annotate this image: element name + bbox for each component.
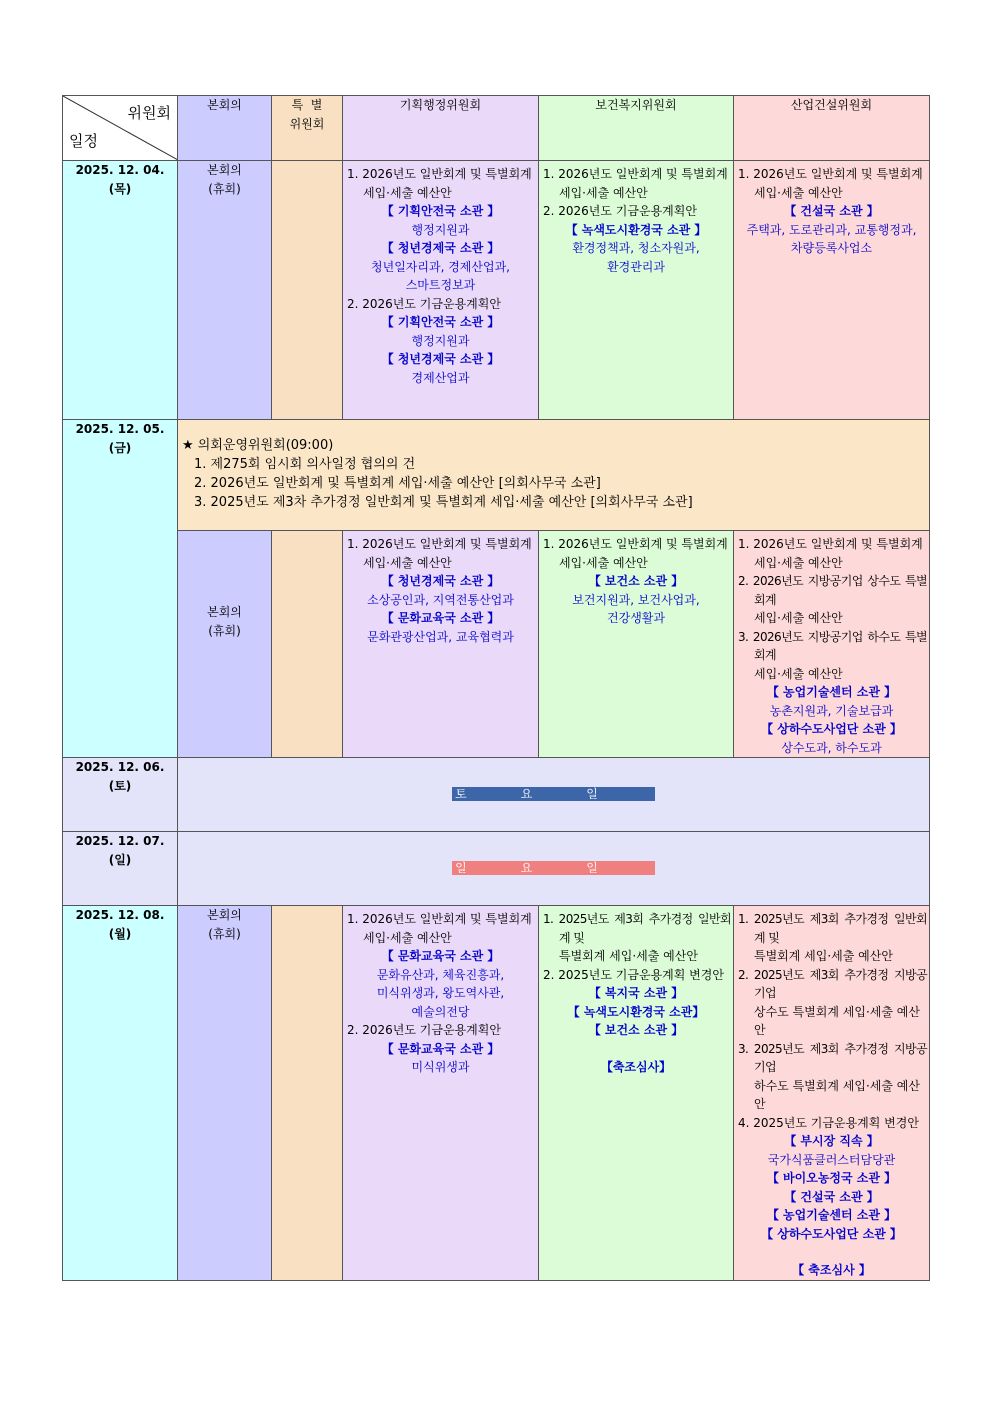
bureau-label: 【 농업기술센터 소관 】 xyxy=(766,685,897,699)
dept-list: 환경관리과 xyxy=(607,259,665,274)
agenda-item: 1. 2025년도 제3회 추가경정 일반회계 및 xyxy=(738,912,927,945)
weekday-text: (토) xyxy=(108,778,132,793)
agenda-item: 3. 2026년도 지방공기업 하수도 특별회계 xyxy=(738,629,927,662)
agenda-item: 1. 2026년도 일반회계 및 특별회계 xyxy=(347,912,532,926)
steering-committee-notice xyxy=(178,420,930,531)
committee-axis-label: 위원회 xyxy=(127,104,171,122)
dept-list: 보건지원과, 보건사업과, xyxy=(572,592,700,607)
planning-admin-cell xyxy=(343,906,539,1281)
bureau-label: 【 보건소 소관 】 xyxy=(588,574,684,588)
bureau-label: 【 기획안전국 소관 】 xyxy=(381,204,500,218)
date-axis-label: 일정 xyxy=(69,131,98,150)
dept-list: 청년일자리과, 경제산업과, xyxy=(371,259,510,274)
agenda-item-cont: 세입·세출 예산안 xyxy=(363,930,452,945)
date-cell xyxy=(63,161,178,420)
agenda-item: 1. 2025년도 제3회 추가경정 일반회계 및 xyxy=(543,912,731,945)
plenary-cell xyxy=(178,906,272,1281)
bureau-label: 【 기획안전국 소관 】 xyxy=(381,315,500,329)
agenda-item: 2. 2026년도 지방공기업 상수도 특별회계 xyxy=(738,574,927,607)
special-committee-cell xyxy=(272,161,343,420)
industry-construction-cell xyxy=(734,531,930,758)
bureau-label: 【 복지국 소관 】 xyxy=(588,986,684,1000)
dept-list: 환경정책과, 청소자원과, xyxy=(572,241,700,255)
agenda-item-cont: 세입·세출 예산안 xyxy=(363,555,452,570)
industry-construction-committee-header: 산업건설위원회 xyxy=(734,96,930,161)
agenda-item: 1. 2026년도 일반회계 및 특별회계 xyxy=(543,167,728,181)
dept-list: 농촌지원과, 기술보급과 xyxy=(769,703,894,718)
date-text: 2025. 12. 07. xyxy=(75,834,165,848)
agenda-item: 2. 2026년도 기금운용계획안 xyxy=(347,1023,501,1037)
agenda-item: 1. 2026년도 일반회계 및 특별회계 xyxy=(738,537,923,551)
agenda-item: 4. 2025년도 기금운용계획 변경안 xyxy=(738,1115,919,1130)
health-welfare-committee-header: 보건복지위원회 xyxy=(539,96,734,161)
plenary-status: (휴회) xyxy=(208,181,241,196)
plenary-header: 본회의 xyxy=(178,96,272,161)
bureau-label: 【 청년경제국 소관 】 xyxy=(381,352,500,366)
bureau-label: 【 건설국 소관 】 xyxy=(784,204,879,218)
saturday-label: 토요일 xyxy=(452,787,655,801)
row-2025-12-05 xyxy=(63,531,930,758)
corner-header-cell xyxy=(63,96,178,161)
bureau-label: 【 건설국 소관 】 xyxy=(784,1189,879,1204)
row-2025-12-06 xyxy=(63,758,930,832)
planning-admin-cell xyxy=(343,161,539,420)
bureau-label: 【 상하수도사업단 소관 】 xyxy=(761,722,902,736)
special-committee-cell xyxy=(272,531,343,758)
date-text: 2025. 12. 08. xyxy=(75,908,165,922)
agenda-item: 1. 2026년도 일반회계 및 특별회계 xyxy=(347,167,532,181)
article-review-label: 【 축조심사 】 xyxy=(792,1263,871,1277)
date-text: 2025. 12. 06. xyxy=(75,760,165,774)
agenda-item-cont: 상수도 특별회계 세입·세출 예산안 xyxy=(754,1004,920,1037)
agenda-item-cont: 세입·세출 예산안 xyxy=(559,555,648,570)
dept-list: 차량등록사업소 xyxy=(790,241,873,255)
sunday-label: 일요일 xyxy=(452,861,655,875)
dept-list: 소상공인과, 지역전통산업과 xyxy=(367,592,514,607)
weekday-text: (월) xyxy=(108,926,132,941)
health-welfare-cell xyxy=(539,531,734,758)
dept-list: 미식위생과 xyxy=(411,1060,470,1074)
bureau-label: 【 문화교육국 소관 】 xyxy=(381,949,500,963)
date-cell xyxy=(63,420,178,758)
agenda-item: 1. 2026년도 일반회계 및 특별회계 xyxy=(543,537,728,551)
row-2025-12-07 xyxy=(63,832,930,906)
plenary-status: (휴회) xyxy=(208,623,241,638)
industry-construction-cell xyxy=(734,906,930,1281)
weekday-text: (일) xyxy=(108,852,132,867)
agenda-item-cont: 세입·세출 예산안 xyxy=(754,611,843,625)
agenda-item: 2. 2026년도 기금운용계획안 xyxy=(543,204,697,218)
notice-title: ★ 의회운영위원회(09:00) xyxy=(182,438,334,453)
special-header-line2: 위원회 xyxy=(289,116,325,131)
date-cell xyxy=(63,832,178,906)
date-cell xyxy=(63,758,178,832)
schedule-table xyxy=(62,95,930,1281)
row-2025-12-04 xyxy=(63,161,930,420)
health-welfare-cell xyxy=(539,161,734,420)
notice-item: 2. 2026년도 일반회계 및 특별회계 세입·세출 예산안 [의회사무국 소관] xyxy=(194,476,601,491)
dept-list: 미식위생과, 왕도역사관, xyxy=(376,986,505,1000)
planning-admin-cell xyxy=(343,531,539,758)
plenary-cell xyxy=(178,531,272,758)
agenda-item-cont: 세입·세출 예산안 xyxy=(754,666,843,681)
planning-admin-committee-header: 기획행정위원회 xyxy=(343,96,539,161)
bureau-label: 【 녹색도시환경국 소관】 xyxy=(567,1004,705,1019)
special-committee-cell xyxy=(272,906,343,1281)
dept-list: 행정지원과 xyxy=(411,222,470,237)
row-2025-12-08 xyxy=(63,906,930,1281)
industry-construction-cell xyxy=(734,161,930,420)
agenda-item-cont: 세입·세출 예산안 xyxy=(363,185,452,200)
agenda-item: 2. 2025년도 기금운용계획 변경안 xyxy=(543,967,724,982)
agenda-item-cont: 세입·세출 예산안 xyxy=(754,185,843,200)
dept-list: 상수도과, 하수도과 xyxy=(781,740,882,755)
agenda-item-cont: 특별회계 세입·세출 예산안 xyxy=(559,949,698,963)
agenda-item: 3. 2025년도 제3회 추가경정 지방공기업 xyxy=(738,1041,927,1074)
date-text: 2025. 12. 05. xyxy=(75,422,165,436)
bureau-label: 【 청년경제국 소관 】 xyxy=(381,241,500,255)
bureau-label: 【 문화교육국 소관 】 xyxy=(381,1041,500,1056)
special-header-line1: 특 별 xyxy=(291,98,323,112)
special-committee-header xyxy=(272,96,343,161)
sunday-cell xyxy=(178,832,930,906)
notice-item: 1. 제275회 임시회 의사일정 협의의 건 xyxy=(194,457,416,472)
dept-list: 문화관광산업과, 교육협력과 xyxy=(367,629,514,644)
plenary-status: (휴회) xyxy=(208,926,241,941)
bureau-label: 【 농업기술센터 소관 】 xyxy=(766,1208,897,1222)
dept-list: 예술의전당 xyxy=(411,1004,470,1019)
dept-list: 주택과, 도로관리과, 교통행정과, xyxy=(746,222,917,237)
dept-list: 행정지원과 xyxy=(411,333,470,348)
header-row xyxy=(63,96,930,161)
agenda-item: 1. 2026년도 일반회계 및 특별회계 xyxy=(347,537,532,551)
dept-list: 국가식품클러스터담당관 xyxy=(767,1152,896,1167)
row-2025-12-05-notice xyxy=(63,420,930,531)
article-review-label: 【축조심사】 xyxy=(600,1059,672,1074)
plenary-label: 본회의 xyxy=(207,163,242,177)
dept-list: 문화유산과, 체육진흥과, xyxy=(376,967,505,982)
agenda-item: 2. 2026년도 기금운용계획안 xyxy=(347,296,501,311)
bureau-label: 【 보건소 소관 】 xyxy=(588,1023,684,1037)
notice-item: 3. 2025년도 제3차 추가경정 일반회계 및 특별회계 세입·세출 예산안 [의회사무국 소관] xyxy=(194,495,693,510)
dept-list: 건강생활과 xyxy=(607,611,665,625)
weekday-text: (금) xyxy=(108,440,132,455)
dept-list: 스마트정보과 xyxy=(405,278,476,292)
date-cell xyxy=(63,906,178,1281)
bureau-label: 【 청년경제국 소관 】 xyxy=(381,574,500,588)
agenda-item-cont: 하수도 특별회계 세입·세출 예산안 xyxy=(754,1078,920,1111)
agenda-item-cont: 특별회계 세입·세출 예산안 xyxy=(754,949,893,963)
bureau-label: 【 상하수도사업단 소관 】 xyxy=(761,1226,902,1241)
agenda-item-cont: 세입·세출 예산안 xyxy=(754,555,843,570)
date-text: 2025. 12. 04. xyxy=(75,163,165,177)
health-welfare-cell xyxy=(539,906,734,1281)
agenda-item: 1. 2026년도 일반회계 및 특별회계 xyxy=(738,167,923,181)
plenary-label: 본회의 xyxy=(207,908,242,922)
agenda-item: 2. 2025년도 제3회 추가경정 지방공기업 xyxy=(738,967,927,1000)
bureau-label: 【 부시장 직속 】 xyxy=(784,1134,879,1148)
weekday-text: (목) xyxy=(108,181,132,196)
plenary-cell xyxy=(178,161,272,420)
plenary-label: 본회의 xyxy=(207,605,242,619)
agenda-item-cont: 세입·세출 예산안 xyxy=(559,185,648,200)
dept-list: 경제산업과 xyxy=(411,370,470,385)
bureau-label: 【 녹색도시환경국 소관 】 xyxy=(565,222,707,237)
bureau-label: 【 문화교육국 소관 】 xyxy=(381,611,500,625)
bureau-label: 【 바이오농정국 소관 】 xyxy=(766,1171,897,1185)
saturday-cell xyxy=(178,758,930,832)
